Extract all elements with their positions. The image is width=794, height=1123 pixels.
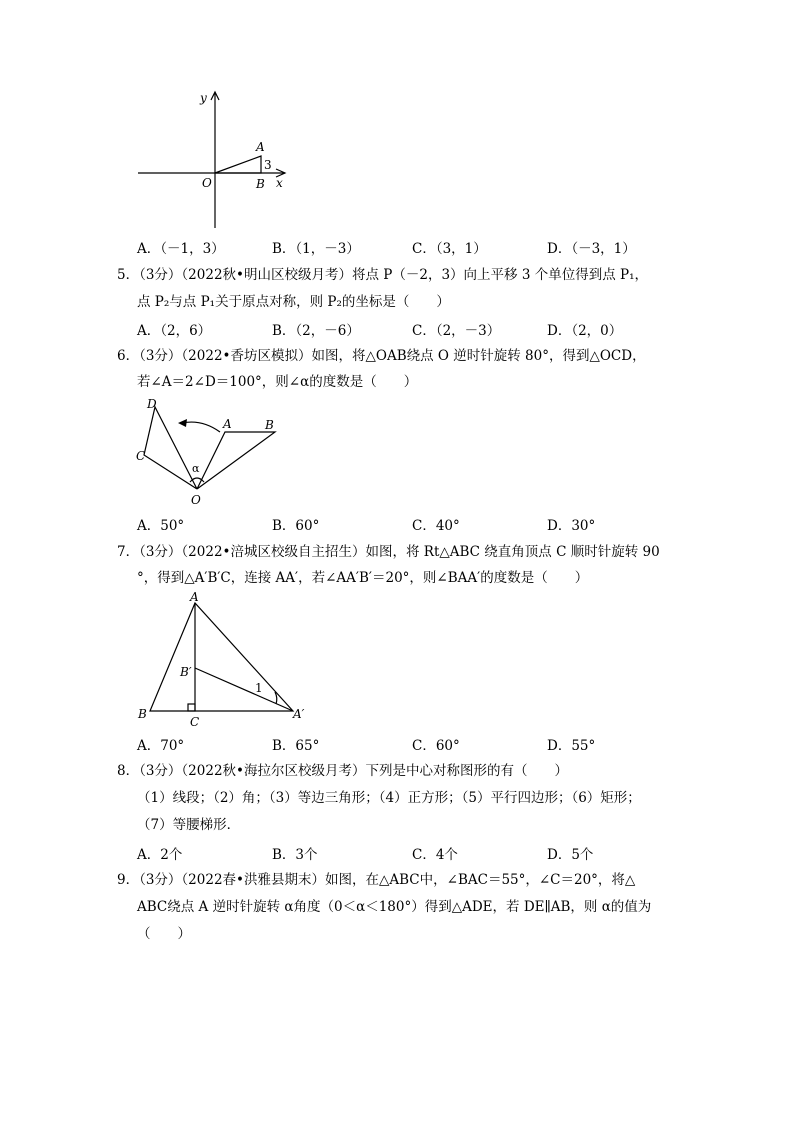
fig7-1-label: 1 xyxy=(255,681,263,695)
fig6-d-label: D xyxy=(147,397,157,411)
q6-option-a[interactable]: A．50° xyxy=(137,518,185,534)
q5-option-b[interactable]: B．（2，－6） xyxy=(272,323,360,339)
q7-triangle-figure xyxy=(130,588,320,733)
q6-option-b[interactable]: B．60° xyxy=(272,518,320,534)
q7-stem-line1: 7．（3分）（2022•涪城区校级自主招生）如图，将 Rt△ABC 绕直角顶点 C 顺时针旋转 90 xyxy=(117,544,660,560)
q9-stem-line1: 9．（3分）（2022春•洪雅县期末）如图，在△ABC中，∠BAC＝55°，∠C＝20°，将△ xyxy=(117,872,636,888)
q9-stem-line2: ABC绕点 A 逆时针旋转 α角度（0＜α＜180°）得到△ADE，若 DE∥AB，则 α的值为 xyxy=(137,899,652,915)
q5-option-c[interactable]: C．（2，－3） xyxy=(412,323,501,339)
q8-option-b[interactable]: B．3个 xyxy=(272,847,318,863)
fig4-a-label: A xyxy=(256,140,265,154)
fig4-y-label: y xyxy=(200,91,207,105)
fig7-a-label: A xyxy=(190,590,199,604)
fig6-a-label: A xyxy=(223,417,232,431)
q6-stem-line1: 6．（3分）（2022•香坊区模拟）如图，将△OAB绕点 O 逆时针旋转 80°，得到△OCD， xyxy=(117,348,646,364)
fig6-b-label: B xyxy=(265,418,274,432)
q4-option-a[interactable]: A．（－1，3） xyxy=(137,241,225,257)
q6-stem-line2: 若∠A＝2∠D＝100°，则∠α的度数是（ ） xyxy=(137,374,418,390)
fig7-ap-label: A′ xyxy=(293,707,305,721)
q4-option-b[interactable]: B．（1，－3） xyxy=(272,241,360,257)
q9-stem-line3: （ ） xyxy=(137,926,191,942)
fig4-b-label: B xyxy=(256,177,265,191)
q5-option-a[interactable]: A．（2，6） xyxy=(137,323,212,339)
fig4-x-label: x xyxy=(276,176,283,190)
q5-stem-line2: 点 P₂与点 P₁关于原点对称，则 P₂的坐标是（ ） xyxy=(137,294,450,310)
fig6-c-label: C xyxy=(136,449,146,463)
q4-option-d[interactable]: D．（－3，1） xyxy=(547,241,636,257)
fig4-3-label: 3 xyxy=(264,158,272,172)
q7-option-c[interactable]: C．60° xyxy=(412,738,460,754)
fig7-c-label: C xyxy=(190,715,200,729)
q8-option-a[interactable]: A．2个 xyxy=(137,847,183,863)
q4-coordinate-figure xyxy=(130,88,300,233)
q4-option-c[interactable]: C．（3，1） xyxy=(412,241,487,257)
q8-stem-line1: 8．（3分）（2022秋•海拉尔区校级月考）下列是中心对称图形的有（ ） xyxy=(117,763,568,779)
fig6-o-label: O xyxy=(191,493,201,507)
q7-stem-line2: °，得到△A′B′C，连接 AA′，若∠AA′B′＝20°，则∠BAA′的度数是（ ） xyxy=(137,570,589,586)
q5-option-d[interactable]: D．（2，0） xyxy=(547,323,623,339)
q7-option-b[interactable]: B．65° xyxy=(272,738,320,754)
fig4-o-label: O xyxy=(202,176,212,190)
q6-option-c[interactable]: C．40° xyxy=(412,518,460,534)
q6-rotation-figure xyxy=(130,392,290,512)
q8-option-d[interactable]: D．5个 xyxy=(547,847,594,863)
q8-stem-line2: （1）线段；（2）角；（3）等边三角形；（4）正方形；（5）平行四边形；（6）矩形； xyxy=(137,790,641,806)
fig7-bp-label: B′ xyxy=(180,665,192,679)
q7-option-d[interactable]: D．55° xyxy=(547,738,596,754)
q6-option-d[interactable]: D．30° xyxy=(547,518,596,534)
fig7-b-label: B xyxy=(138,707,147,721)
q7-option-a[interactable]: A．70° xyxy=(137,738,185,754)
q8-option-c[interactable]: C．4个 xyxy=(412,847,458,863)
q5-stem-line1: 5．（3分）（2022秋•明山区校级月考）将点 P（－2，3）向上平移 3 个单位得到点 P₁， xyxy=(117,267,649,283)
q8-stem-line3: （7）等腰梯形． xyxy=(137,817,241,833)
fig6-alpha-label: α xyxy=(192,462,200,475)
